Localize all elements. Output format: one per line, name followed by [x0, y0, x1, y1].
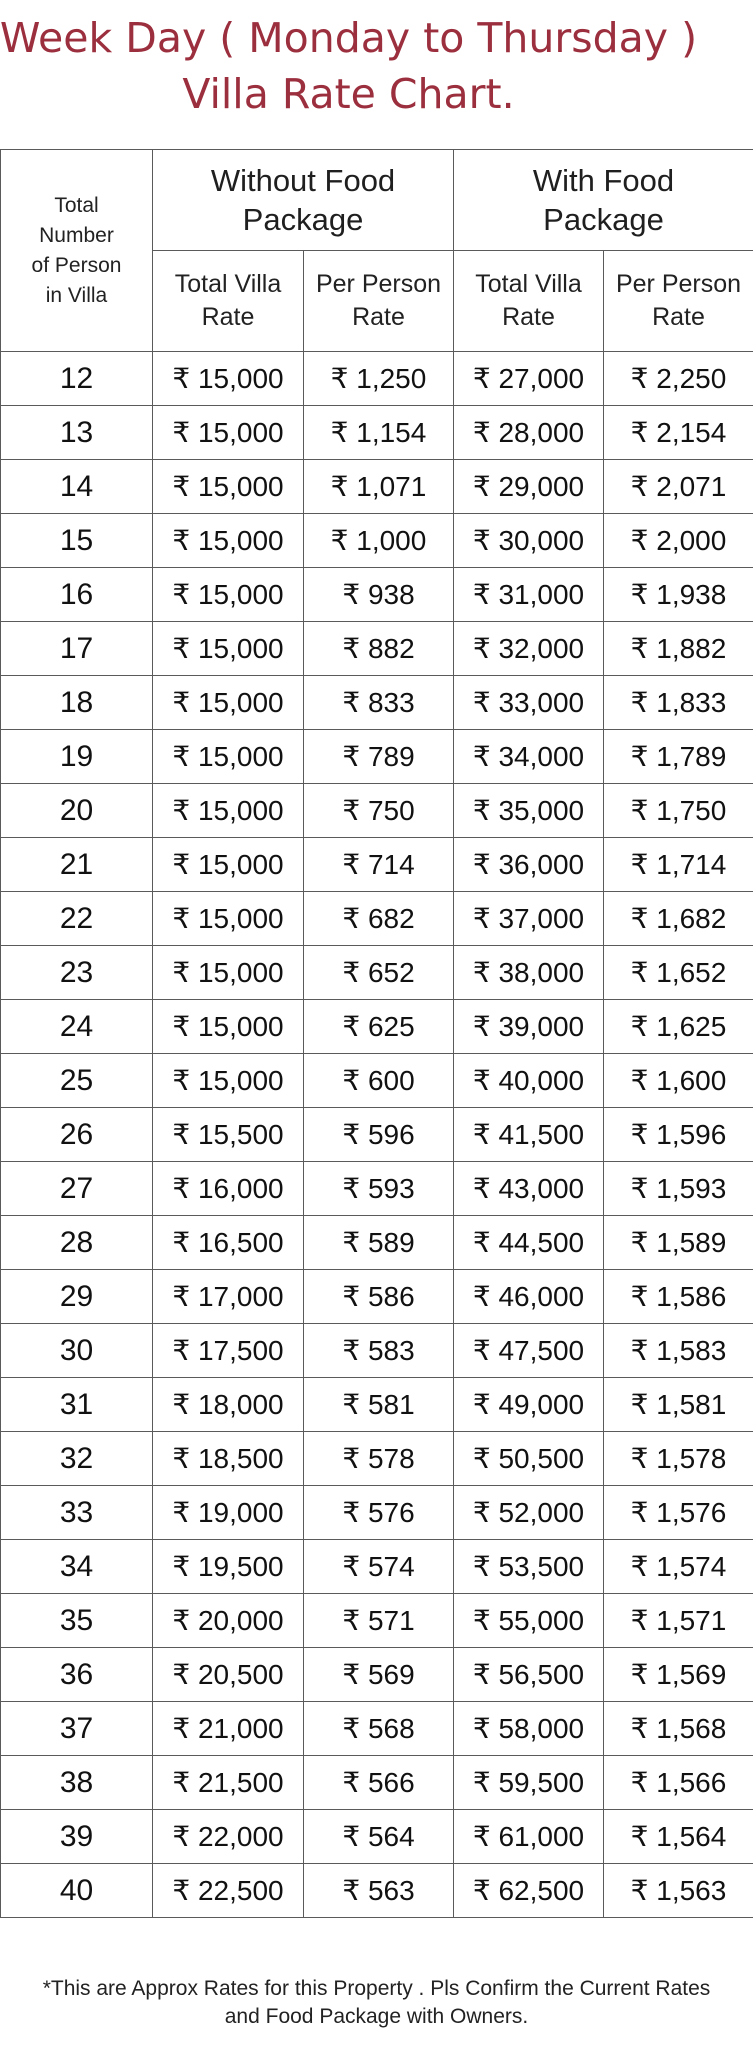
- with-food-total-cell: ₹ 40,000: [454, 1054, 604, 1108]
- with-food-total-cell: ₹ 37,000: [454, 892, 604, 946]
- with-food-per-person-cell: ₹ 2,250: [604, 352, 753, 406]
- without-food-per-person-cell: ₹ 566: [304, 1756, 454, 1810]
- table-row: [1, 460, 753, 514]
- table-row: [1, 568, 753, 622]
- with-food-per-person-cell: ₹ 1,600: [604, 1054, 753, 1108]
- table-row: [1, 1378, 753, 1432]
- without-food-per-person-cell: ₹ 682: [304, 892, 454, 946]
- with-food-total-cell: ₹ 47,500: [454, 1324, 604, 1378]
- with-food-per-person-cell: ₹ 1,571: [604, 1594, 753, 1648]
- villa-rate-table: [0, 149, 753, 1918]
- without-food-per-person-cell: ₹ 714: [304, 838, 454, 892]
- without-food-per-person-cell: ₹ 750: [304, 784, 454, 838]
- without-food-total-cell: ₹ 17,500: [153, 1324, 304, 1378]
- without-food-total-cell: ₹ 15,000: [153, 838, 304, 892]
- with-food-total-cell: ₹ 29,000: [454, 460, 604, 514]
- without-food-total-cell: ₹ 15,000: [153, 460, 304, 514]
- without-food-per-person-cell: ₹ 625: [304, 1000, 454, 1054]
- without-food-total-cell: ₹ 19,500: [153, 1540, 304, 1594]
- table-row: [1, 946, 753, 1000]
- page-subtitle: Villa Rate Chart.: [182, 70, 515, 118]
- with-food-total-cell: ₹ 35,000: [454, 784, 604, 838]
- table-row: [1, 1810, 753, 1864]
- with-food-per-person-cell: ₹ 1,789: [604, 730, 753, 784]
- persons-cell: 28: [1, 1216, 153, 1270]
- without-food-per-person-cell: ₹ 882: [304, 622, 454, 676]
- table-row: [1, 1216, 753, 1270]
- with-food-total-cell: ₹ 50,500: [454, 1432, 604, 1486]
- without-food-total-cell: ₹ 20,000: [153, 1594, 304, 1648]
- table-row: [1, 1324, 753, 1378]
- with-food-total-cell: ₹ 55,000: [454, 1594, 604, 1648]
- without-food-per-person-cell: ₹ 574: [304, 1540, 454, 1594]
- without-food-total-cell: ₹ 18,500: [153, 1432, 304, 1486]
- table-row: [1, 1648, 753, 1702]
- table-row: [1, 514, 753, 568]
- without-food-per-person-cell: ₹ 789: [304, 730, 454, 784]
- table-row: [1, 1864, 753, 1918]
- title-block: [0, 0, 753, 148]
- table-row: [1, 352, 753, 406]
- without-food-total-cell: ₹ 15,000: [153, 892, 304, 946]
- rate-rows: [1, 352, 753, 1918]
- persons-cell: 38: [1, 1756, 153, 1810]
- without-food-per-person-cell: ₹ 578: [304, 1432, 454, 1486]
- with-food-per-person-cell: ₹ 1,576: [604, 1486, 753, 1540]
- without-food-total-cell: ₹ 15,000: [153, 406, 304, 460]
- table-row: [1, 1540, 753, 1594]
- persons-cell: 26: [1, 1108, 153, 1162]
- with-food-per-person-cell: ₹ 1,682: [604, 892, 753, 946]
- without-food-per-person-cell: ₹ 576: [304, 1486, 454, 1540]
- without-food-per-person-cell: ₹ 600: [304, 1054, 454, 1108]
- table-row: [1, 1108, 753, 1162]
- without-food-total-cell: ₹ 15,000: [153, 622, 304, 676]
- persons-cell: 33: [1, 1486, 153, 1540]
- without-food-per-person-cell: ₹ 563: [304, 1864, 454, 1918]
- without-food-total-cell: ₹ 15,500: [153, 1108, 304, 1162]
- persons-cell: 12: [1, 352, 153, 406]
- with-food-per-person-cell: ₹ 1,714: [604, 838, 753, 892]
- table-row: [1, 1270, 753, 1324]
- with-food-total-cell: ₹ 52,000: [454, 1486, 604, 1540]
- without-food-total-villa-rate-header: Total Villa Rate: [153, 251, 304, 352]
- without-food-total-cell: ₹ 15,000: [153, 1000, 304, 1054]
- without-food-total-cell: ₹ 15,000: [153, 730, 304, 784]
- with-food-total-cell: ₹ 27,000: [454, 352, 604, 406]
- with-food-total-cell: ₹ 33,000: [454, 676, 604, 730]
- without-food-total-cell: ₹ 20,500: [153, 1648, 304, 1702]
- without-food-total-cell: ₹ 15,000: [153, 1054, 304, 1108]
- persons-cell: 14: [1, 460, 153, 514]
- with-food-per-person-cell: ₹ 1,652: [604, 946, 753, 1000]
- without-food-total-cell: ₹ 15,000: [153, 352, 304, 406]
- without-food-total-cell: ₹ 22,500: [153, 1864, 304, 1918]
- without-food-total-cell: ₹ 15,000: [153, 676, 304, 730]
- with-food-per-person-cell: ₹ 1,589: [604, 1216, 753, 1270]
- with-food-total-cell: ₹ 59,500: [454, 1756, 604, 1810]
- table-row: [1, 784, 753, 838]
- table-row: [1, 730, 753, 784]
- without-food-per-person-cell: ₹ 938: [304, 568, 454, 622]
- without-food-total-cell: ₹ 21,000: [153, 1702, 304, 1756]
- with-food-per-person-cell: ₹ 1,593: [604, 1162, 753, 1216]
- with-food-total-cell: ₹ 61,000: [454, 1810, 604, 1864]
- without-food-per-person-cell: ₹ 569: [304, 1648, 454, 1702]
- with-food-per-person-cell: ₹ 1,578: [604, 1432, 753, 1486]
- footnote: *This are Approx Rates for this Property . Pls Confirm the Current Rates and Food Package with Owners.: [42, 1977, 711, 2028]
- page-title: Week Day ( Monday to Thursday ): [0, 14, 698, 62]
- without-food-total-cell: ₹ 15,000: [153, 946, 304, 1000]
- persons-cell: 17: [1, 622, 153, 676]
- without-food-per-person-cell: ₹ 833: [304, 676, 454, 730]
- table-row: [1, 676, 753, 730]
- with-food-total-cell: ₹ 32,000: [454, 622, 604, 676]
- table-row: [1, 1702, 753, 1756]
- with-food-per-person-cell: ₹ 2,154: [604, 406, 753, 460]
- persons-cell: 15: [1, 514, 153, 568]
- with-food-per-person-cell: ₹ 2,000: [604, 514, 753, 568]
- with-food-per-person-cell: ₹ 1,568: [604, 1702, 753, 1756]
- with-food-per-person-cell: ₹ 1,583: [604, 1324, 753, 1378]
- without-food-total-cell: ₹ 16,500: [153, 1216, 304, 1270]
- with-food-per-person-cell: ₹ 1,566: [604, 1756, 753, 1810]
- without-food-total-cell: ₹ 18,000: [153, 1378, 304, 1432]
- persons-cell: 24: [1, 1000, 153, 1054]
- without-food-per-person-cell: ₹ 596: [304, 1108, 454, 1162]
- with-food-per-person-cell: ₹ 1,625: [604, 1000, 753, 1054]
- persons-cell: 21: [1, 838, 153, 892]
- persons-cell: 29: [1, 1270, 153, 1324]
- persons-cell: 30: [1, 1324, 153, 1378]
- without-food-total-cell: ₹ 15,000: [153, 514, 304, 568]
- persons-cell: 35: [1, 1594, 153, 1648]
- without-food-per-person-cell: ₹ 652: [304, 946, 454, 1000]
- without-food-total-cell: ₹ 15,000: [153, 784, 304, 838]
- persons-cell: 27: [1, 1162, 153, 1216]
- table-row: [1, 1162, 753, 1216]
- without-food-per-person-cell: ₹ 583: [304, 1324, 454, 1378]
- persons-cell: 31: [1, 1378, 153, 1432]
- with-food-total-cell: ₹ 56,500: [454, 1648, 604, 1702]
- without-food-per-person-cell: ₹ 571: [304, 1594, 454, 1648]
- persons-cell: 19: [1, 730, 153, 784]
- with-food-total-cell: ₹ 53,500: [454, 1540, 604, 1594]
- without-food-per-person-rate-header: Per Person Rate: [304, 251, 454, 352]
- with-food-total-villa-rate-header: Total Villa Rate: [454, 251, 604, 352]
- table-row: [1, 838, 753, 892]
- persons-cell: 40: [1, 1864, 153, 1918]
- table-row: [1, 1594, 753, 1648]
- without-food-per-person-cell: ₹ 1,154: [304, 406, 454, 460]
- without-food-total-cell: ₹ 16,000: [153, 1162, 304, 1216]
- persons-cell: 32: [1, 1432, 153, 1486]
- without-food-per-person-cell: ₹ 1,250: [304, 352, 454, 406]
- total-persons-header: Total Number of Person in Villa: [1, 150, 153, 352]
- with-food-per-person-cell: ₹ 1,938: [604, 568, 753, 622]
- with-food-per-person-cell: ₹ 1,581: [604, 1378, 753, 1432]
- table-row: [1, 1486, 753, 1540]
- with-food-total-cell: ₹ 41,500: [454, 1108, 604, 1162]
- with-food-total-cell: ₹ 43,000: [454, 1162, 604, 1216]
- table-row: [1, 892, 753, 946]
- table-row: [1, 1432, 753, 1486]
- persons-cell: 36: [1, 1648, 153, 1702]
- persons-cell: 34: [1, 1540, 153, 1594]
- table-row: [1, 1000, 753, 1054]
- persons-cell: 20: [1, 784, 153, 838]
- without-food-header: Without Food Package: [153, 150, 454, 251]
- with-food-per-person-cell: ₹ 1,574: [604, 1540, 753, 1594]
- with-food-total-cell: ₹ 46,000: [454, 1270, 604, 1324]
- with-food-total-cell: ₹ 62,500: [454, 1864, 604, 1918]
- with-food-total-cell: ₹ 30,000: [454, 514, 604, 568]
- without-food-per-person-cell: ₹ 1,000: [304, 514, 454, 568]
- persons-cell: 13: [1, 406, 153, 460]
- without-food-per-person-cell: ₹ 593: [304, 1162, 454, 1216]
- with-food-total-cell: ₹ 49,000: [454, 1378, 604, 1432]
- with-food-per-person-cell: ₹ 1,596: [604, 1108, 753, 1162]
- with-food-total-cell: ₹ 58,000: [454, 1702, 604, 1756]
- without-food-total-cell: ₹ 17,000: [153, 1270, 304, 1324]
- with-food-total-cell: ₹ 38,000: [454, 946, 604, 1000]
- without-food-per-person-cell: ₹ 1,071: [304, 460, 454, 514]
- with-food-total-cell: ₹ 39,000: [454, 1000, 604, 1054]
- with-food-per-person-cell: ₹ 1,564: [604, 1810, 753, 1864]
- without-food-per-person-cell: ₹ 586: [304, 1270, 454, 1324]
- with-food-per-person-cell: ₹ 1,833: [604, 676, 753, 730]
- without-food-per-person-cell: ₹ 589: [304, 1216, 454, 1270]
- with-food-total-cell: ₹ 31,000: [454, 568, 604, 622]
- with-food-per-person-cell: ₹ 1,882: [604, 622, 753, 676]
- table-row: [1, 1054, 753, 1108]
- without-food-per-person-cell: ₹ 581: [304, 1378, 454, 1432]
- persons-cell: 22: [1, 892, 153, 946]
- without-food-total-cell: ₹ 21,500: [153, 1756, 304, 1810]
- with-food-per-person-cell: ₹ 1,563: [604, 1864, 753, 1918]
- without-food-per-person-cell: ₹ 568: [304, 1702, 454, 1756]
- with-food-total-cell: ₹ 28,000: [454, 406, 604, 460]
- persons-cell: 23: [1, 946, 153, 1000]
- with-food-total-cell: ₹ 36,000: [454, 838, 604, 892]
- with-food-total-cell: ₹ 34,000: [454, 730, 604, 784]
- with-food-total-cell: ₹ 44,500: [454, 1216, 604, 1270]
- persons-cell: 18: [1, 676, 153, 730]
- persons-cell: 16: [1, 568, 153, 622]
- without-food-total-cell: ₹ 22,000: [153, 1810, 304, 1864]
- without-food-total-cell: ₹ 15,000: [153, 568, 304, 622]
- table-row: [1, 622, 753, 676]
- persons-cell: 25: [1, 1054, 153, 1108]
- table-row: [1, 1756, 753, 1810]
- without-food-total-cell: ₹ 19,000: [153, 1486, 304, 1540]
- with-food-per-person-cell: ₹ 1,569: [604, 1648, 753, 1702]
- table-row: [1, 406, 753, 460]
- with-food-per-person-cell: ₹ 1,750: [604, 784, 753, 838]
- with-food-per-person-cell: ₹ 1,586: [604, 1270, 753, 1324]
- persons-cell: 39: [1, 1810, 153, 1864]
- without-food-per-person-cell: ₹ 564: [304, 1810, 454, 1864]
- with-food-per-person-rate-header: Per Person Rate: [604, 251, 753, 352]
- with-food-per-person-cell: ₹ 2,071: [604, 460, 753, 514]
- with-food-header: With Food Package: [454, 150, 753, 251]
- persons-cell: 37: [1, 1702, 153, 1756]
